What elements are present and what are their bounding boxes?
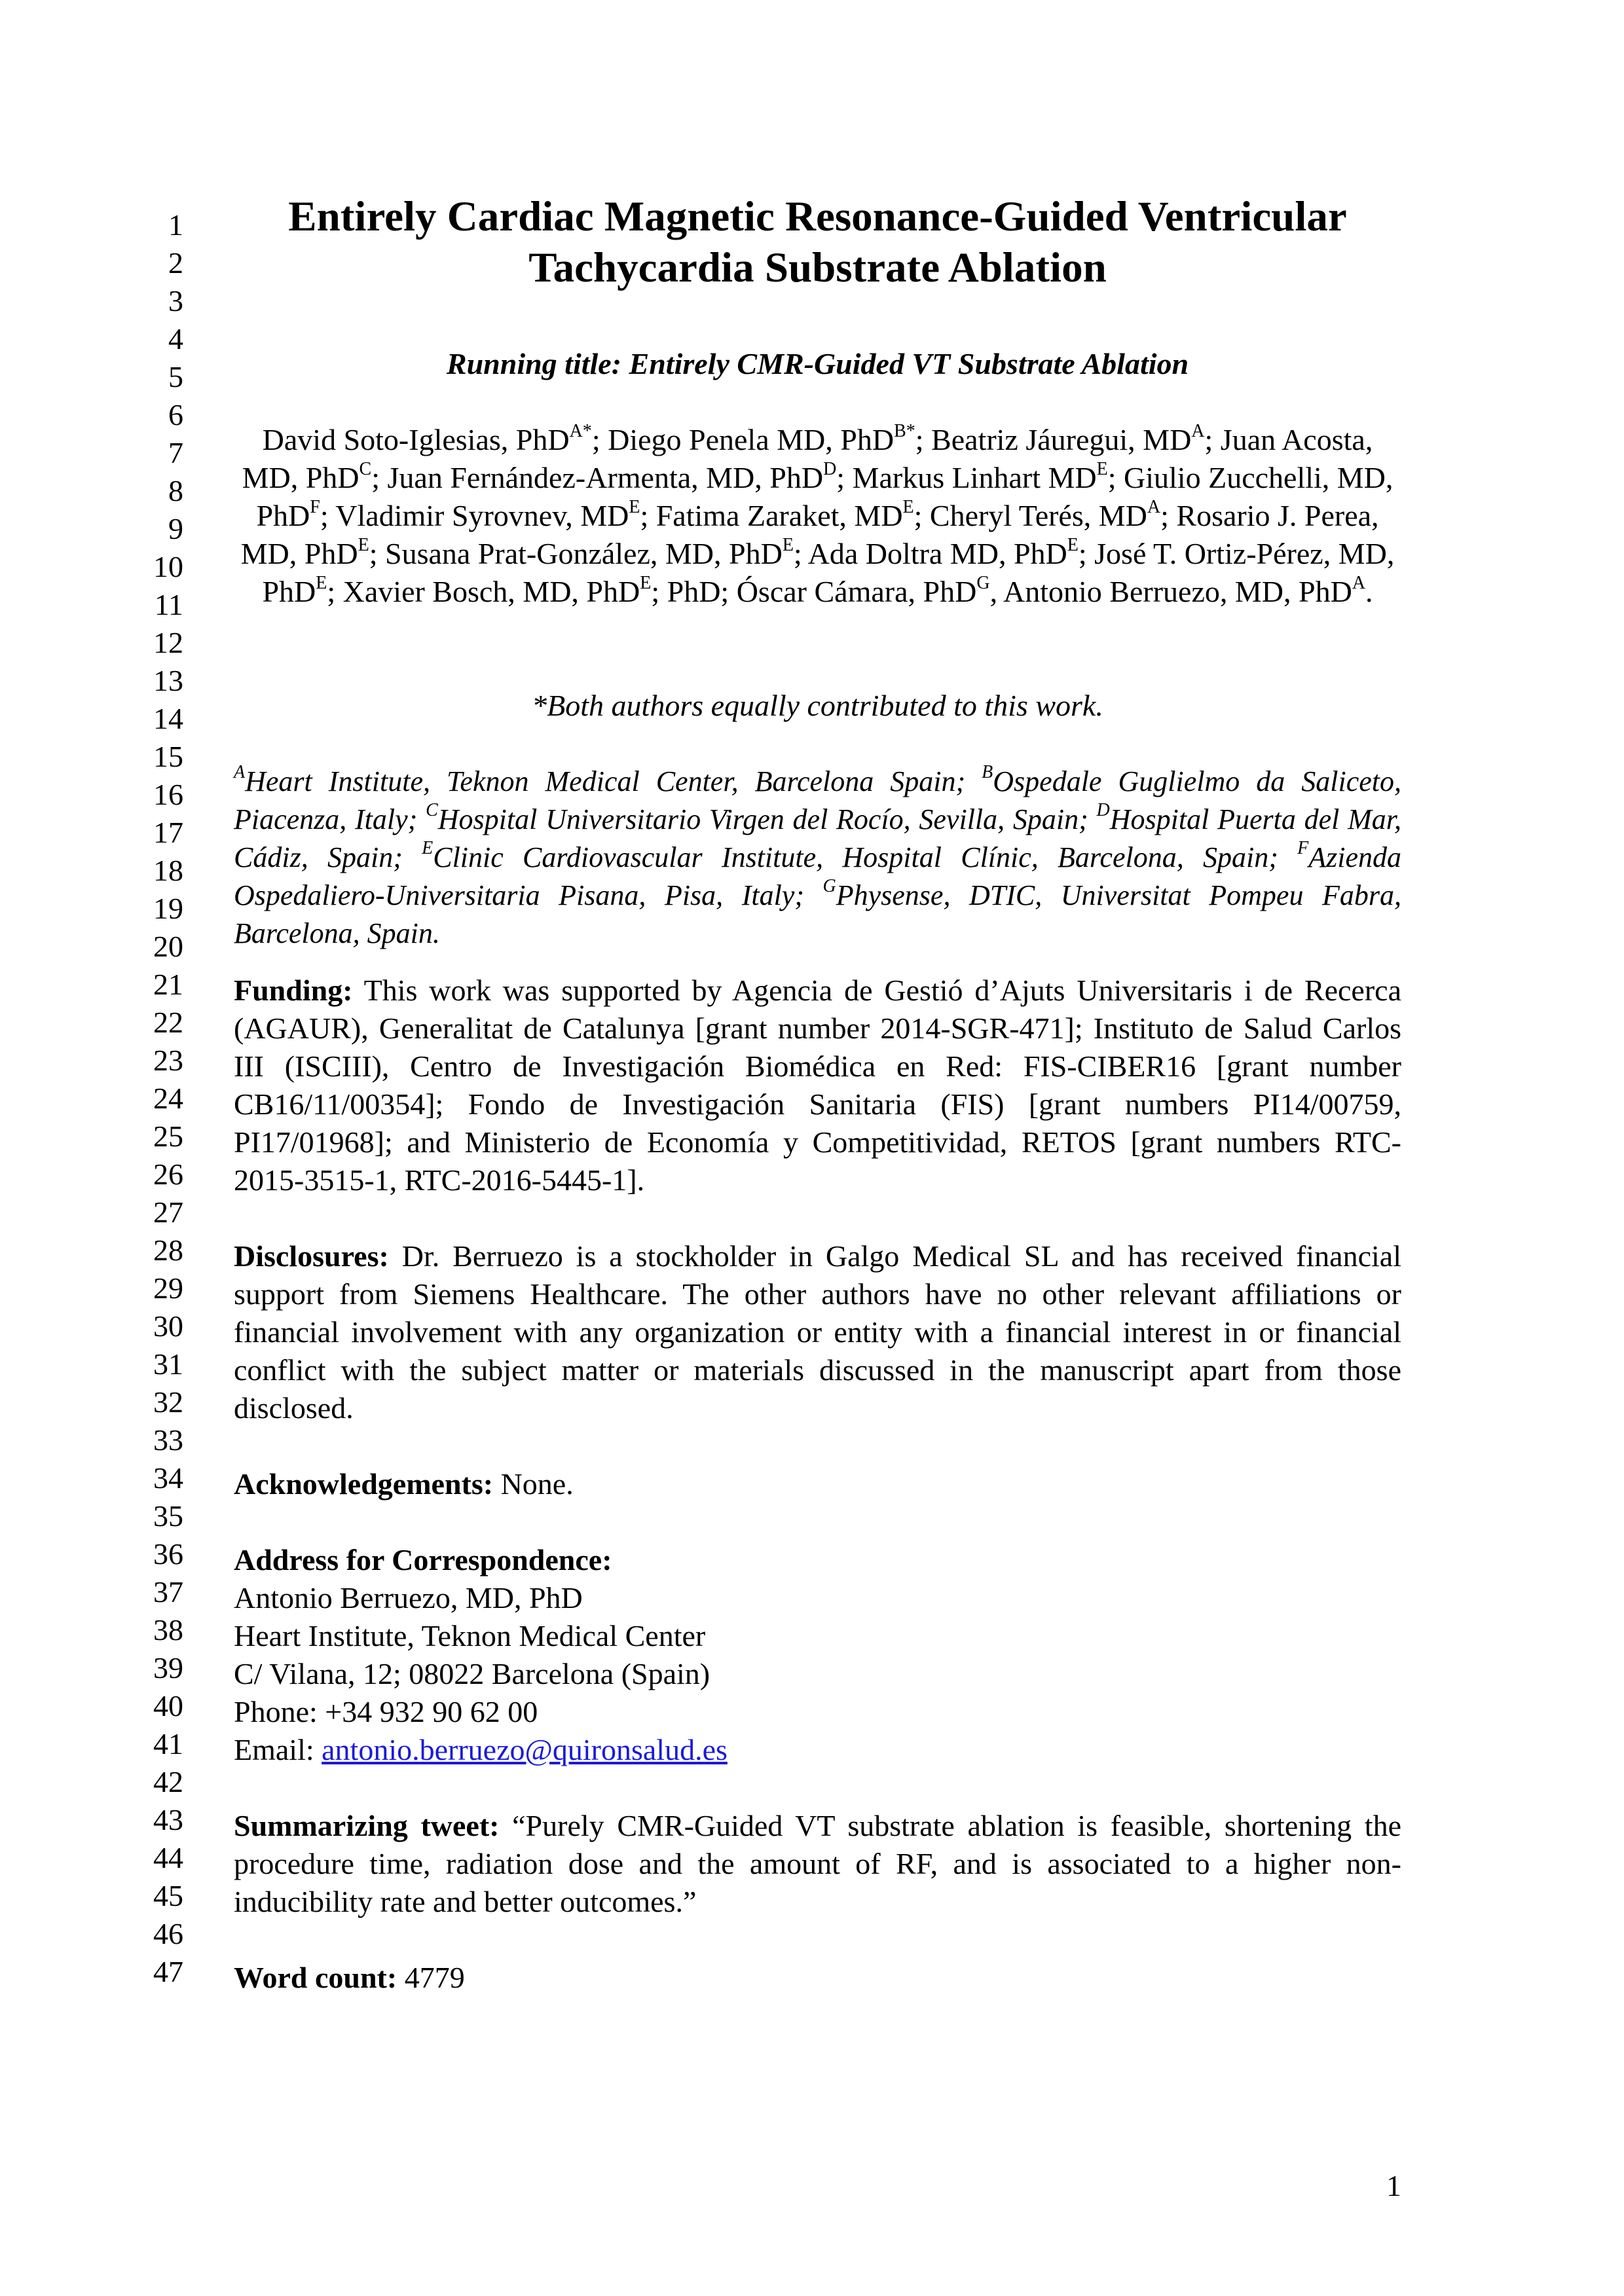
line-number: 23	[153, 1044, 183, 1077]
affiliation-marker: E	[1067, 534, 1079, 555]
line-number: 37	[153, 1575, 183, 1609]
line-number: 3	[168, 284, 183, 318]
line-number: 27	[153, 1195, 183, 1229]
line-number: 26	[153, 1157, 183, 1191]
affiliation-marker: E	[358, 534, 369, 555]
author-name: David Soto-Iglesias, PhD	[262, 423, 570, 456]
line-number: 34	[153, 1461, 183, 1495]
affiliation-text: Azienda Ospedaliero-Universitaria Pisana, Pisa, Italy;	[234, 841, 1402, 911]
affiliation-marker: D	[823, 458, 837, 479]
affiliations	[234, 763, 1401, 953]
affiliation-marker: E	[902, 496, 914, 517]
email-link[interactable]: antonio.berruezo@quironsalud.es	[322, 1733, 728, 1766]
disclosures-text: Dr. Berruezo is a stockholder in Galgo Medical SL and has received financial support from Siemens Healthcare. The other authors have no other relevant affiliations or financial involvement with any organization or entity with a financial interest in or financial conflict with the subject matter or materials discussed in the manuscript apart from those disclosed.	[234, 1239, 1401, 1425]
affiliation-marker: D	[1096, 800, 1110, 821]
line-number: 39	[153, 1651, 183, 1685]
line-number: 2	[168, 246, 183, 280]
affiliation-marker: F	[310, 496, 320, 517]
author-name: ; Markus Linhart MD	[836, 461, 1097, 494]
line-number: 4	[168, 322, 183, 355]
line-number: 33	[153, 1423, 183, 1457]
author-name: ; Rosario J. Perea, MD, PhD	[240, 499, 1379, 570]
author-name: ; Ada Doltra MD, PhD	[793, 537, 1067, 570]
funding-section	[234, 972, 1401, 1199]
word-count-section	[234, 1959, 1401, 1997]
affiliation-marker: A	[1147, 496, 1161, 517]
line-number: 35	[153, 1499, 183, 1533]
line-number: 7	[168, 436, 183, 469]
author-name: ; PhD; Óscar Cámara, PhD	[651, 575, 977, 608]
line-number: 21	[153, 968, 183, 1001]
affiliation-text: Clinic Cardiovascular Institute, Hospital Clínic, Barcelona, Spain;	[433, 841, 1298, 873]
affiliation-marker: E	[422, 838, 434, 859]
correspondence-email-line	[234, 1731, 1401, 1769]
correspondence-name: Antonio Berruezo, MD, PhD	[234, 1581, 583, 1614]
acknowledgements-label: Acknowledgements:	[234, 1467, 494, 1501]
line-number: 22	[153, 1006, 183, 1039]
line-number: 8	[168, 474, 183, 507]
author-name: ; Cheryl Terés, MD	[913, 499, 1147, 532]
equal-contribution-note: *Both authors equally contributed to this work.	[532, 689, 1103, 722]
affiliation-marker: A	[1191, 420, 1205, 441]
line-number: 9	[168, 512, 183, 545]
disclosures-label: Disclosures:	[234, 1239, 389, 1273]
tweet-label: Summarizing tweet:	[234, 1809, 500, 1842]
affiliation-marker: E	[316, 572, 327, 593]
author-name: ; Beatriz Jáuregui, MD	[915, 423, 1192, 456]
line-number: 32	[153, 1385, 183, 1419]
line-number: 16	[153, 778, 183, 811]
affiliation-marker: C	[359, 458, 372, 479]
correspondence-phone: Phone: +34 932 90 62 00	[234, 1695, 538, 1728]
affiliation-marker: E	[1096, 458, 1108, 479]
disclosures-section	[234, 1237, 1401, 1427]
page-number: 1	[1386, 2169, 1401, 2202]
author-name: ; Susana Prat-González, MD, PhD	[369, 537, 783, 570]
tweet-text: “Purely CMR-Guided VT substrate ablation is feasible, shortening the procedure time, radiation dose and the amount of RF, and is associated to a higher non-inducibility rate and better outcomes.”	[234, 1809, 1401, 1918]
line-number: 13	[153, 664, 183, 697]
title-line-2: Tachycardia Substrate Ablation	[528, 244, 1107, 291]
affiliation-text: Ospedale Guglielmo da Saliceto, Piacenza, Italy;	[234, 765, 1401, 835]
funding-label: Funding:	[234, 974, 353, 1007]
affiliation-marker: G	[976, 572, 990, 593]
author-name: ; Giulio Zucchelli, MD, PhD	[256, 461, 1393, 532]
line-number: 45	[153, 1879, 183, 1912]
tweet-section	[234, 1807, 1401, 1921]
email-label: Email:	[234, 1733, 322, 1766]
line-number: 18	[153, 854, 183, 887]
line-number: 38	[153, 1613, 183, 1647]
affiliation-text: Heart Institute, Teknon Medical Center, Barcelona Spain;	[245, 765, 982, 797]
affiliation-marker: A	[1352, 572, 1366, 593]
author-name: ; Juan Fernández-Armenta, MD, PhD	[371, 461, 824, 494]
author-name: ; Xavier Bosch, MD, PhD	[327, 575, 640, 608]
affiliation-marker: A	[234, 762, 246, 783]
affiliation-marker: E	[782, 534, 794, 555]
affiliation-marker: B*	[894, 420, 915, 441]
word-count-label: Word count:	[234, 1961, 397, 1994]
line-number: 10	[153, 550, 183, 583]
line-number: 6	[168, 398, 183, 431]
line-number: 17	[153, 816, 183, 849]
line-number: 31	[153, 1347, 183, 1381]
line-number: 36	[153, 1537, 183, 1571]
running-title: Running title: Entirely CMR-Guided VT Substrate Ablation	[446, 347, 1189, 380]
line-number: 42	[153, 1765, 183, 1798]
line-number: 29	[153, 1271, 183, 1305]
paper-title	[234, 191, 1401, 293]
author-list-end: .	[1365, 575, 1373, 608]
line-number: 46	[153, 1917, 183, 1950]
author-name: ; Vladimir Syrovnev, MD	[320, 499, 629, 532]
affiliation-text: Hospital Universitario Virgen del Rocío, Sevilla, Spain;	[437, 803, 1097, 835]
affiliation-marker: B	[982, 762, 993, 783]
word-count-value: 4779	[397, 1961, 465, 1994]
line-number: 14	[153, 702, 183, 735]
line-number: 20	[153, 930, 183, 963]
author-name: ; Juan Acosta, MD, PhD	[242, 423, 1373, 494]
funding-text: This work was supported by Agencia de Gestió d’Ajuts Universitaris i de Recerca (AGAUR), Generalitat de Catalunya [grant number 2014-SGR-471]; Instituto de Salud Carlos III (ISCIII), Centro de Investigación Biomédica en Red: FIS-CIBER16 [grant number CB16/11/00354]; Fondo de Investigación Sanitaria (FIS) [grant numbers PI14/00759, PI17/01968]; and Ministerio de Economía y Competitividad, RETOS [grant numbers RTC-2015-3515-1, RTC-2016-5445-1].	[234, 974, 1401, 1197]
acknowledgements-text: None.	[493, 1467, 574, 1501]
line-number: 5	[168, 360, 183, 393]
correspondence-institution: Heart Institute, Teknon Medical Center	[234, 1619, 706, 1652]
affiliation-text: Physense, DTIC, Universitat Pompeu Fabra, Barcelona, Spain.	[234, 879, 1401, 949]
line-number: 44	[153, 1841, 183, 1874]
line-number: 40	[153, 1689, 183, 1722]
author-name: ; Fatima Zaraket, MD	[640, 499, 903, 532]
line-number: 12	[153, 626, 183, 659]
line-number: 43	[153, 1803, 183, 1836]
author-name: , Antonio Berruezo, MD, PhD	[989, 575, 1352, 608]
affiliation-marker: E	[640, 572, 652, 593]
line-number: 24	[153, 1082, 183, 1115]
author-list	[234, 421, 1401, 611]
affiliation-marker: A*	[569, 420, 592, 441]
line-number: 47	[153, 1955, 183, 1988]
correspondence-section	[234, 1541, 1401, 1769]
affiliation-marker: F	[1297, 838, 1309, 859]
line-number: 41	[153, 1727, 183, 1760]
line-number: 19	[153, 892, 183, 925]
affiliation-marker: E	[629, 496, 640, 517]
correspondence-label: Address for Correspondence:	[234, 1543, 612, 1576]
line-number: 11	[154, 588, 183, 621]
line-number: 30	[153, 1309, 183, 1343]
affiliation-marker: C	[426, 800, 438, 821]
line-number: 28	[153, 1233, 183, 1267]
line-number: 1	[168, 208, 183, 242]
line-number: 15	[153, 740, 183, 773]
line-number: 25	[153, 1120, 183, 1153]
author-name: ; José T. Ortiz-Pérez, MD, PhD	[262, 537, 1395, 608]
author-name: ; Diego Penela MD, PhD	[591, 423, 895, 456]
title-line-1: Entirely Cardiac Magnetic Resonance-Guided Ventricular	[288, 193, 1347, 240]
affiliation-text: Hospital Puerta del Mar, Cádiz, Spain;	[234, 803, 1401, 873]
acknowledgements-section	[234, 1465, 1401, 1503]
correspondence-address: C/ Vilana, 12; 08022 Barcelona (Spain)	[234, 1657, 710, 1690]
affiliation-marker: G	[822, 876, 836, 897]
